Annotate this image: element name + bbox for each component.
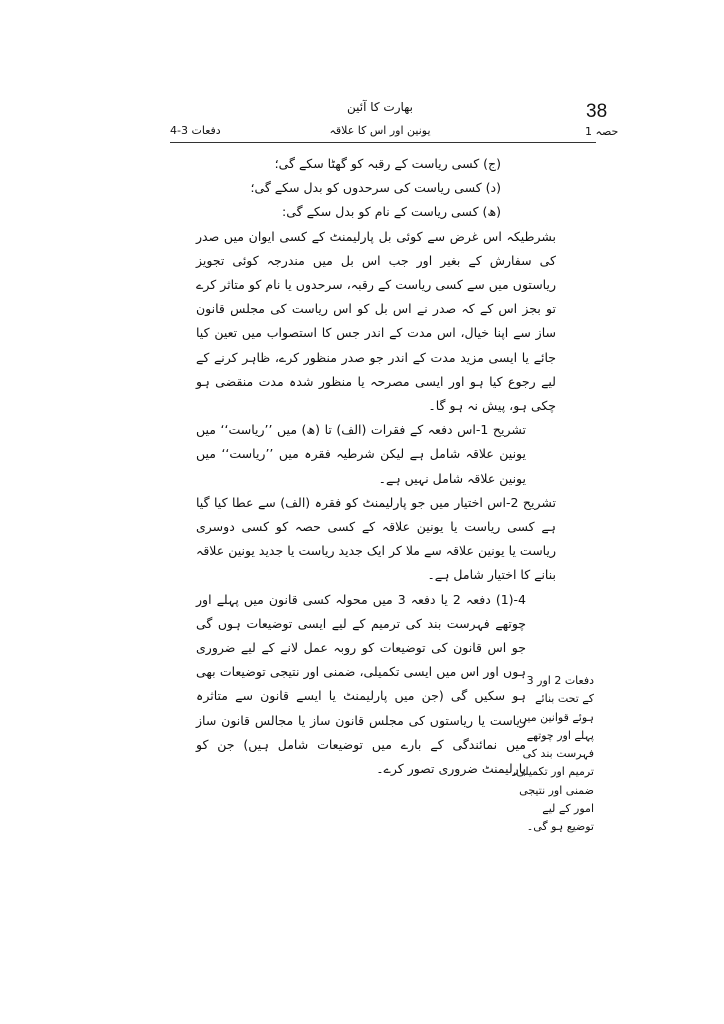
- running-title: بھارت کا آئین: [346, 100, 414, 114]
- main-text: [196, 152, 556, 781]
- clause-d: (د) کسی ریاست کی سرحدوں کو بدل سکے گی؛: [250, 180, 501, 196]
- clause-e: (ھ) کسی ریاست کے نام کو بدل سکے گی:: [282, 204, 501, 220]
- marginal-note: دفعات 2 اور 3 کے تحت بنائے ہوئے قوانین میں پہلے اور چوتھے فہرست بند کی ترمیم اور تکمیلی، ضمنی اور نتیجی امور کے لیے توضیع ہو گی۔: [512, 674, 594, 834]
- articles-label: دفعات 3-4: [170, 124, 221, 137]
- clause-c: (ج) کسی ریاست کے رقبہ کو گھٹا سکے گی؛: [274, 156, 501, 171]
- explanation-2: تشریح 2-اس اختیار میں جو پارلیمنٹ کو فقرہ (الف) سے عطا کیا گیا ہے کسی ریاست یا یونین علاقہ کے کسی حصہ کو کسی دوسری ریاست یا یونین علاقہ سے ملا کر ایک جدید ریاست یا جدید یونین علاقہ بنانے کا اختیار شامل ہے۔: [196, 494, 556, 583]
- part-label: حصہ 1: [585, 125, 619, 138]
- page-number: 38: [586, 101, 608, 122]
- running-subtitle: یونین اور اس کا علاقہ: [329, 124, 431, 137]
- proviso-paragraph: بشرطیکہ اس غرض سے کوئی بل پارلیمنٹ کے کسی ایوان میں صدر کی سفارش کے بغیر اور جب اس بل میں مندرجہ کوئی تجویز ریاستوں میں سے کسی ریاست کے رقبہ، سرحدوں یا نام کو متاثر کرے تو بجز اس کے کہ صدر نے اس بل کو اس ریاست کی مجلس قانون ساز سے اپنا خیال، اس مدت کے اندر جس کا استصواب میں تعین کیا جائے یا ایسی مزید مدت کے اندر جو صدر منظور کرے، ظاہر کرنے کے لیے رجوع کیا ہو اور ایسی مصرحہ یا منظور شدہ مدت منقضی ہو چکی ہو، پیش نہ ہو گا۔: [196, 228, 556, 414]
- explanation-1: تشریح 1-اس دفعہ کے فقرات (الف) تا (ھ) میں ’’ریاست‘‘ میں یونین علاقہ شامل ہے لیکن شرطیہ فقرہ میں ’’ریاست‘‘ میں یونین علاقہ شامل نہیں ہے۔: [196, 422, 526, 486]
- header-divider: [170, 142, 596, 143]
- article-4-paragraph: 4-(1) دفعہ 2 یا دفعہ 3 میں محولہ کسی قانون میں پہلے اور چوتھے فہرست بند کی ترمیم کے لیے ایسی توضیعات ہوں گی جو اس قانون کی توضیعات کو روبہ عمل لانے کے لیے ضروری ہوں اور اس میں ایسی تکمیلی، ضمنی اور نتیجی توضیعات بھی ہو سکیں گی (جن میں پارلیمنٹ یا ایسے قانون سے متاثرہ ریاست یا ریاستوں کی مجلس قانون ساز یا مجالس قانون ساز میں نمائندگی کے بارے میں توضیعات شامل ہیں) جن کو پارلیمنٹ ضروری تصور کرے۔: [196, 591, 526, 777]
